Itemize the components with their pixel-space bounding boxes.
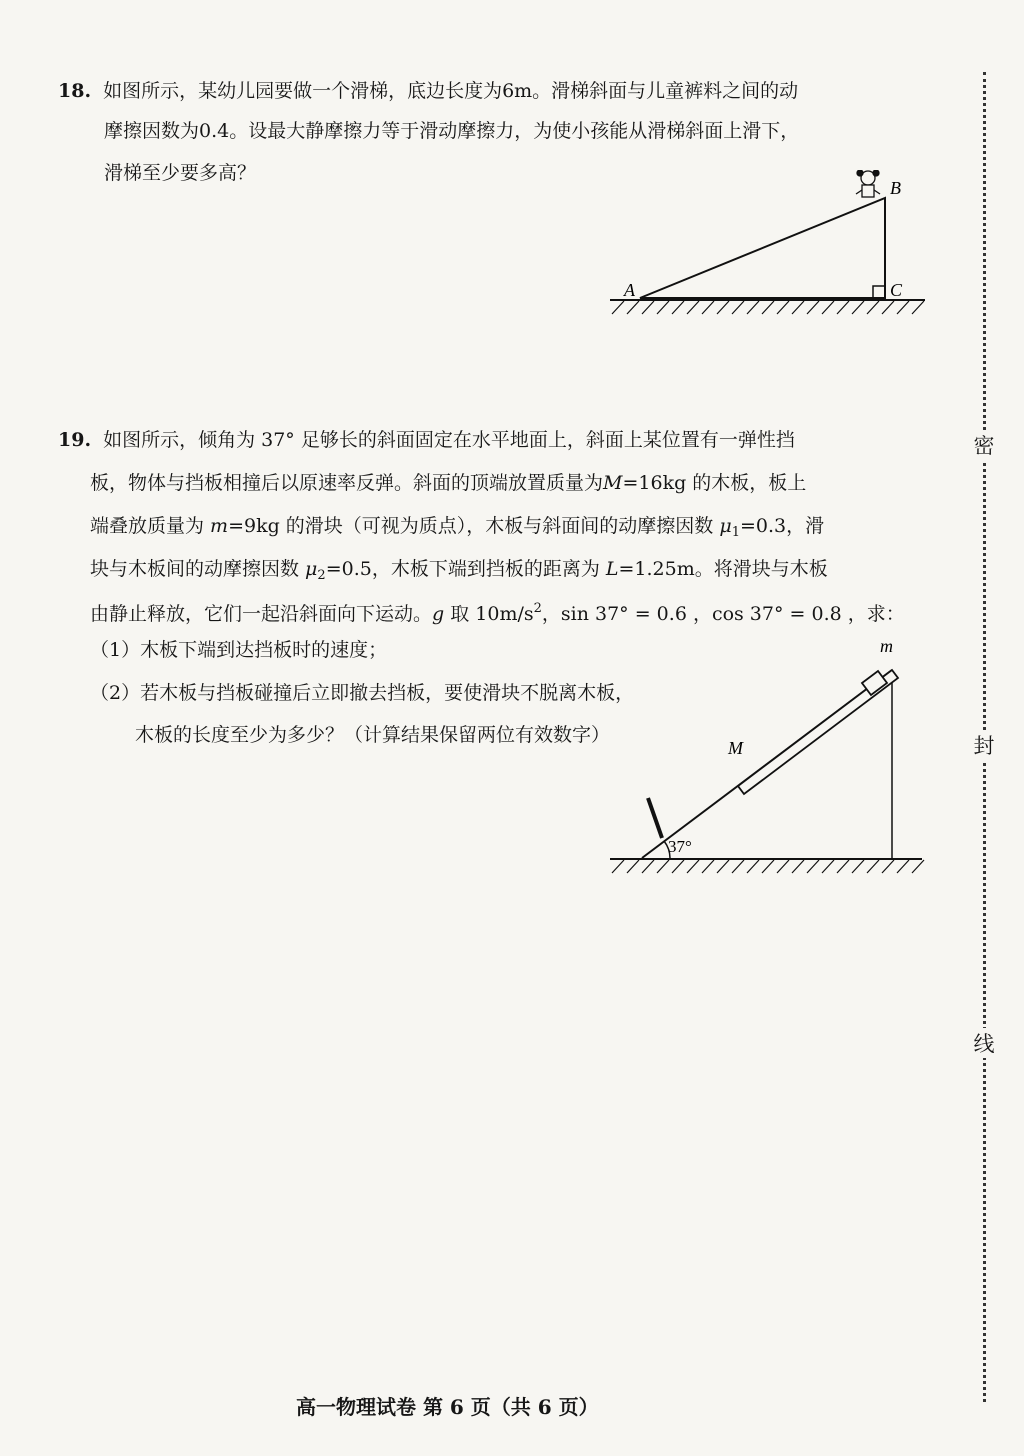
ground-hatch-2 bbox=[612, 860, 924, 873]
incline-figure bbox=[600, 630, 930, 890]
q19-part1: （1）木板下端到达挡板时的速度； bbox=[90, 639, 388, 661]
q19-line5: 由静止释放，它们一起沿斜面向下运动。g 取 $10m/s^2$，sin 37° = 0.6 ，cos 37° = 0.8 ，求： bbox=[90, 601, 905, 625]
q19-line1 bbox=[58, 427, 795, 453]
slide-triangle bbox=[640, 198, 885, 298]
label-b: B bbox=[890, 178, 901, 198]
q19-part2b: 木板的长度至少为多少？（计算结果保留两位有效数字） bbox=[135, 724, 611, 746]
ground-hatch bbox=[612, 301, 924, 314]
slide-figure bbox=[600, 170, 930, 330]
right-angle-mark bbox=[873, 286, 885, 298]
binding-mark-feng: 封 bbox=[972, 730, 996, 760]
label-m-big: M bbox=[728, 738, 743, 758]
q18-line2: 摩擦因数为0.4。设最大静摩擦力等于滑动摩擦力，为使小孩能从滑梯斜面上滑下， bbox=[104, 120, 800, 142]
q19-part2a: （2）若木板与挡板碰撞后立即撤去挡板，要使滑块不脱离木板， bbox=[90, 682, 635, 704]
q18-line1 bbox=[58, 78, 798, 104]
label-m-small: m bbox=[880, 636, 893, 656]
q19-text-1: 如图所示，倾角为 37° 足够长的斜面固定在水平地面上，斜面上某位置有一弹性挡 bbox=[103, 429, 795, 451]
child-icon bbox=[856, 170, 880, 197]
label-a: A bbox=[624, 280, 635, 300]
angle-label: 37° bbox=[668, 837, 692, 856]
q19-line2: 板，物体与挡板相撞后以原速率反弹。斜面的顶端放置质量为M=16kg 的木板，板上 bbox=[90, 472, 807, 494]
q19-number: 19. bbox=[58, 429, 92, 451]
binding-mark-xian: 线 bbox=[972, 1028, 996, 1058]
label-c: C bbox=[890, 280, 903, 300]
q18-number: 18. bbox=[58, 80, 92, 102]
q18-line3: 滑梯至少要多高？ bbox=[104, 162, 257, 184]
q19-line3: 端叠放质量为 m=9kg 的滑块（可视为质点），木板与斜面间的动摩擦因数 $\mu_1=0.3$，滑 bbox=[90, 515, 825, 540]
q18-text-1: 如图所示，某幼儿园要做一个滑梯，底边长度为6m。滑梯斜面与儿童裤料之间的动 bbox=[103, 80, 799, 102]
binding-mark-mi: 密 bbox=[972, 430, 996, 460]
baffle bbox=[648, 798, 662, 838]
q19-line4: 块与木板间的动摩擦因数 $\mu_2=0.5$，木板下端到挡板的距离为 L=1.25m。将滑块与木板 bbox=[90, 558, 828, 583]
page-footer: 高一物理试卷 第 6 页（共 6 页） bbox=[296, 1395, 599, 1419]
